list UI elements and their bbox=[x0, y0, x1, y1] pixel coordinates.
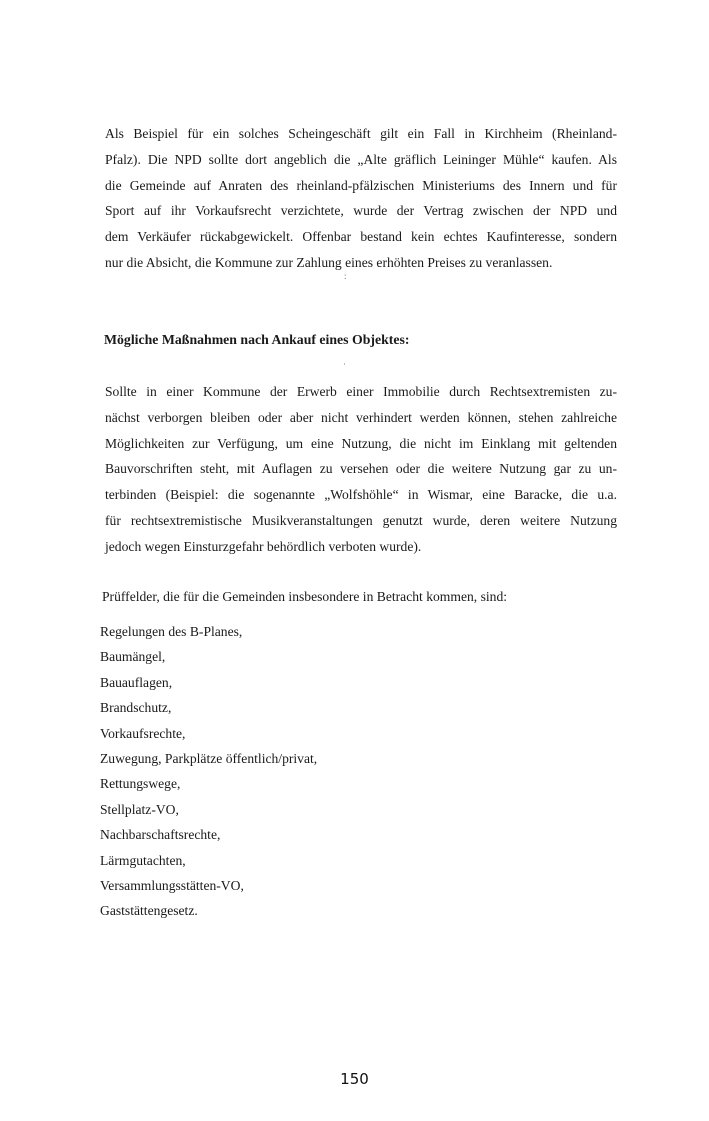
paragraph-measures bbox=[105, 379, 617, 560]
list-item: Stellplatz-VO, bbox=[100, 801, 179, 817]
paragraph-line: Möglichkeiten zur Verfügung, um eine Nutzung, die nicht im Einklang mit geltenden bbox=[105, 435, 617, 451]
list-item: Gaststättengesetz. bbox=[100, 903, 198, 919]
scan-speck: : bbox=[344, 271, 347, 281]
paragraph-line: Als Beispiel für ein solches Scheingeschäft gilt ein Fall in Kirchheim (Rheinland- bbox=[105, 126, 617, 141]
list-item: Brandschutz, bbox=[100, 700, 172, 716]
list-item: Versammlungsstätten-VO, bbox=[100, 877, 244, 893]
paragraph-line: die Gemeinde auf Anraten des rheinland-pfälzischen Ministeriums des Innern und für bbox=[105, 177, 617, 193]
paragraph-line: jedoch wegen Einsturzgefahr behördlich verboten wurde). bbox=[105, 538, 422, 554]
paragraph-line: nur die Absicht, die Kommune zur Zahlung eines erhöhten Preises zu veranlassen. bbox=[105, 254, 553, 270]
section-heading: Mögliche Maßnahmen nach Ankauf eines Objektes: bbox=[104, 332, 410, 347]
paragraph-line: Bauvorschriften steht, mit Auflagen zu versehen oder die weitere Nutzung gar zu un- bbox=[105, 461, 617, 477]
paragraph-line: nächst verborgen bleiben oder aber nicht verhindert werden können, stehen zahlreiche bbox=[105, 409, 617, 425]
paragraph-line: Sollte in einer Kommune der Erwerb einer Immobilie durch Rechtsextremisten zu- bbox=[105, 384, 617, 399]
list-item: Nachbarschaftsrechte, bbox=[100, 827, 221, 843]
list-item: Lärmgutachten, bbox=[100, 852, 186, 868]
check-fields-list bbox=[100, 619, 317, 924]
scan-speck: · bbox=[343, 359, 346, 369]
paragraph-line: Sport auf ihr Vorkaufsrecht verzichtete, wurde der Vertrag zwischen der NPD und bbox=[105, 203, 617, 219]
paragraph-line: Pfalz). Die NPD sollte dort angeblich die „Alte gräflich Leininger Mühle“ kaufen. Als bbox=[105, 151, 617, 167]
list-item: Rettungswege, bbox=[100, 776, 181, 792]
paragraph-line: terbinden (Beispiel: die sogenannte „Wolfshöhle“ in Wismar, eine Baracke, die u.a. bbox=[105, 487, 617, 503]
list-item: Zuwegung, Parkplätze öffentlich/privat, bbox=[100, 750, 318, 766]
list-item: Vorkaufsrechte, bbox=[100, 725, 186, 741]
paragraph-kirchheim-example bbox=[105, 121, 617, 276]
list-item: Bauauflagen, bbox=[100, 674, 173, 690]
list-item: Baumängel, bbox=[100, 649, 166, 665]
list-item: Regelungen des B-Planes, bbox=[100, 624, 243, 639]
page-number: 150 bbox=[340, 1070, 369, 1088]
paragraph-line: für rechtsextremistische Musikveranstaltungen genutzt wurde, deren weitere Nutzung bbox=[105, 512, 617, 528]
list-intro: Prüffelder, die für die Gemeinden insbesondere in Betracht kommen, sind: bbox=[102, 589, 508, 604]
paragraph-line: dem Verkäufer rückabgewickelt. Offenbar bestand kein echtes Kaufinteresse, sondern bbox=[105, 229, 617, 245]
